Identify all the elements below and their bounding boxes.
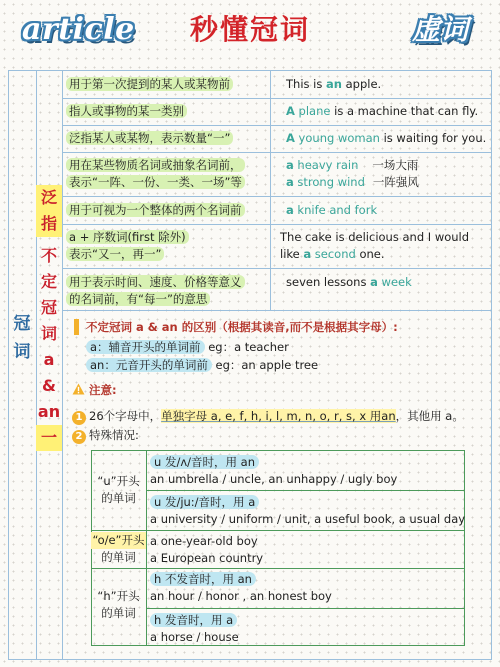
row-line — [62, 224, 492, 225]
ex-chinese: 一场大雨 — [372, 158, 419, 172]
usage-1 — [66, 76, 233, 93]
note-text: 特殊情况: — [89, 428, 139, 442]
usage-text: 指人或事物的某一类别 — [66, 104, 187, 118]
h-rule-2 — [150, 612, 239, 646]
ex-article: a — [286, 175, 294, 189]
usage-2 — [66, 103, 187, 120]
table-divider — [146, 450, 147, 646]
usage-text: 用于第一次提到的某人或某物前 — [66, 77, 233, 91]
rule-pill: u 发/ju:/音时，用 a — [150, 495, 259, 509]
char: a — [43, 350, 55, 369]
note-1 — [72, 408, 464, 425]
example-7 — [286, 274, 412, 291]
u-rule-2 — [150, 494, 465, 528]
note-text: 26个字母中， — [89, 409, 162, 423]
category-text: “u”开头 — [97, 474, 140, 488]
row-line — [62, 196, 492, 197]
usage-text: a + 序数词(first 除外) — [66, 230, 189, 244]
usage-text: 用在某些物质名词或抽象名词前， — [66, 158, 245, 172]
rule-pill: h 不发音时，用 an — [150, 572, 256, 586]
category-text: 的单词 — [101, 606, 136, 620]
ex-text: apple. — [341, 77, 382, 91]
warning-icon — [72, 383, 85, 395]
note-text: ，其他用 a。 — [395, 409, 464, 423]
ex-text: The cake is delicious and I would — [280, 230, 470, 244]
ex-text: is a machine that can fly. — [330, 104, 479, 118]
divider-usage-example — [270, 70, 271, 310]
h-rule-1 — [150, 571, 332, 605]
rule-pill: u 发/ʌ/音时，用 an — [150, 455, 259, 469]
number-badge: 2 — [72, 430, 86, 444]
usage-text: 泛指某人或某物，表示数量“一” — [66, 131, 233, 145]
rule-a — [86, 339, 289, 356]
header-article: article — [22, 12, 135, 47]
ex-noun: knife and fork — [293, 203, 378, 217]
usage-5 — [66, 202, 245, 219]
rule-example: a one-year-old boy — [150, 534, 258, 548]
row-line — [62, 125, 492, 126]
oe-rule — [150, 533, 263, 567]
ex-text: This is — [286, 77, 326, 91]
ex-noun: strong wind — [293, 175, 365, 189]
ex-article: a — [286, 203, 294, 217]
usage-text: 表示“又一，再一” — [66, 247, 164, 261]
category-text: “o/e”开头 — [92, 533, 145, 547]
example-3 — [286, 130, 486, 147]
rule-an-example: eg：an apple tree — [215, 358, 319, 372]
ex-article: a — [286, 158, 294, 172]
ex-article: an — [326, 77, 342, 91]
header-function-word: 虚词 — [411, 13, 468, 46]
page-title: 秒懂冠词 — [189, 13, 310, 46]
category-h — [91, 588, 146, 622]
category-text: “h”开头 — [97, 589, 140, 603]
row-line — [62, 152, 492, 153]
section-marker-icon — [74, 319, 79, 335]
label-indefinite-article — [36, 185, 62, 451]
usage-text: 表示“一阵、一份、一类、一场”等 — [66, 175, 245, 189]
char: 不 — [40, 246, 57, 265]
char: an — [37, 402, 61, 421]
usage-text: 用于可视为一个整体的两个名词前 — [66, 203, 245, 217]
rule-example: an hour / honor , an honest boy — [150, 589, 332, 603]
rule-pill: h 发音时，用 a — [150, 613, 237, 627]
rule-example: an umbrella / uncle, an unhappy / ugly boy — [150, 472, 398, 486]
divider-def — [62, 70, 63, 660]
ex-article: a — [303, 247, 312, 261]
table-divider — [91, 530, 465, 531]
usage-7 — [66, 274, 245, 308]
char: & — [42, 376, 56, 395]
table-divider — [91, 568, 465, 569]
usage-text: 用于表示时间、速度、价格等意义 — [66, 275, 245, 289]
rule-example: a horse / house — [150, 630, 239, 644]
row-line — [62, 268, 492, 269]
ex-article: A — [286, 104, 295, 118]
char: 一 — [36, 425, 62, 451]
category-u — [91, 473, 146, 507]
note-label: 注意: — [89, 383, 117, 397]
example-5 — [286, 202, 377, 219]
note-2 — [72, 427, 139, 444]
table-divider — [146, 608, 465, 609]
table-divider — [146, 490, 465, 491]
rule-an-pill: an：元音开头的单词前 — [86, 358, 212, 372]
char: 冠 — [13, 314, 31, 334]
difference-title: 不定冠词 a & an 的区别（根据其读音,而不是根据其字母）: — [86, 320, 398, 334]
usage-text: 的名词前，有“每一”的意思 — [66, 292, 210, 306]
row-line — [62, 310, 492, 311]
example-1 — [286, 76, 381, 93]
char: 词 — [40, 324, 57, 343]
usage-4 — [66, 157, 245, 191]
category-text: 的单词 — [101, 550, 136, 564]
number-badge: 1 — [72, 411, 86, 425]
u-rule-1 — [150, 454, 397, 488]
ex-noun: heavy rain — [293, 158, 359, 172]
char: 定 — [40, 272, 57, 291]
ex-noun: week — [377, 275, 412, 289]
note-heading — [72, 382, 117, 399]
char: 冠 — [40, 298, 57, 317]
rule-a-pill: a：辅音开头的单词前 — [86, 340, 205, 354]
category-oe — [91, 532, 146, 566]
rule-an — [86, 357, 318, 374]
ex-noun: plane — [294, 104, 331, 118]
char: 泛 — [36, 185, 62, 211]
ex-text: seven lessons — [286, 275, 371, 289]
char: 词 — [13, 342, 31, 362]
ex-text: is waiting for you. — [379, 131, 487, 145]
char: 指 — [36, 211, 62, 237]
category-text: 的单词 — [101, 491, 136, 505]
example-2 — [286, 103, 478, 120]
ex-noun: second — [311, 247, 356, 261]
rule-example: a European country — [150, 551, 264, 565]
ex-text: like — [280, 247, 304, 261]
ex-noun: young woman — [294, 131, 380, 145]
usage-3 — [66, 130, 233, 147]
ex-article: A — [286, 131, 295, 145]
row-line — [62, 98, 492, 99]
note-highlight: 单独字母 a, e, f, h, i, l, m, n, o, r, s, x 用an — [161, 409, 396, 423]
ex-chinese: 一阵强风 — [372, 175, 419, 189]
rule-a-example: eg：a teacher — [208, 340, 289, 354]
usage-6 — [66, 229, 189, 263]
example-6 — [280, 229, 469, 263]
rule-example: a university / uniform / unit, a useful book, a usual day — [150, 512, 466, 526]
ex-text: one. — [355, 247, 385, 261]
label-article — [8, 310, 36, 366]
example-4 — [286, 157, 419, 191]
ex-article: a — [370, 275, 378, 289]
